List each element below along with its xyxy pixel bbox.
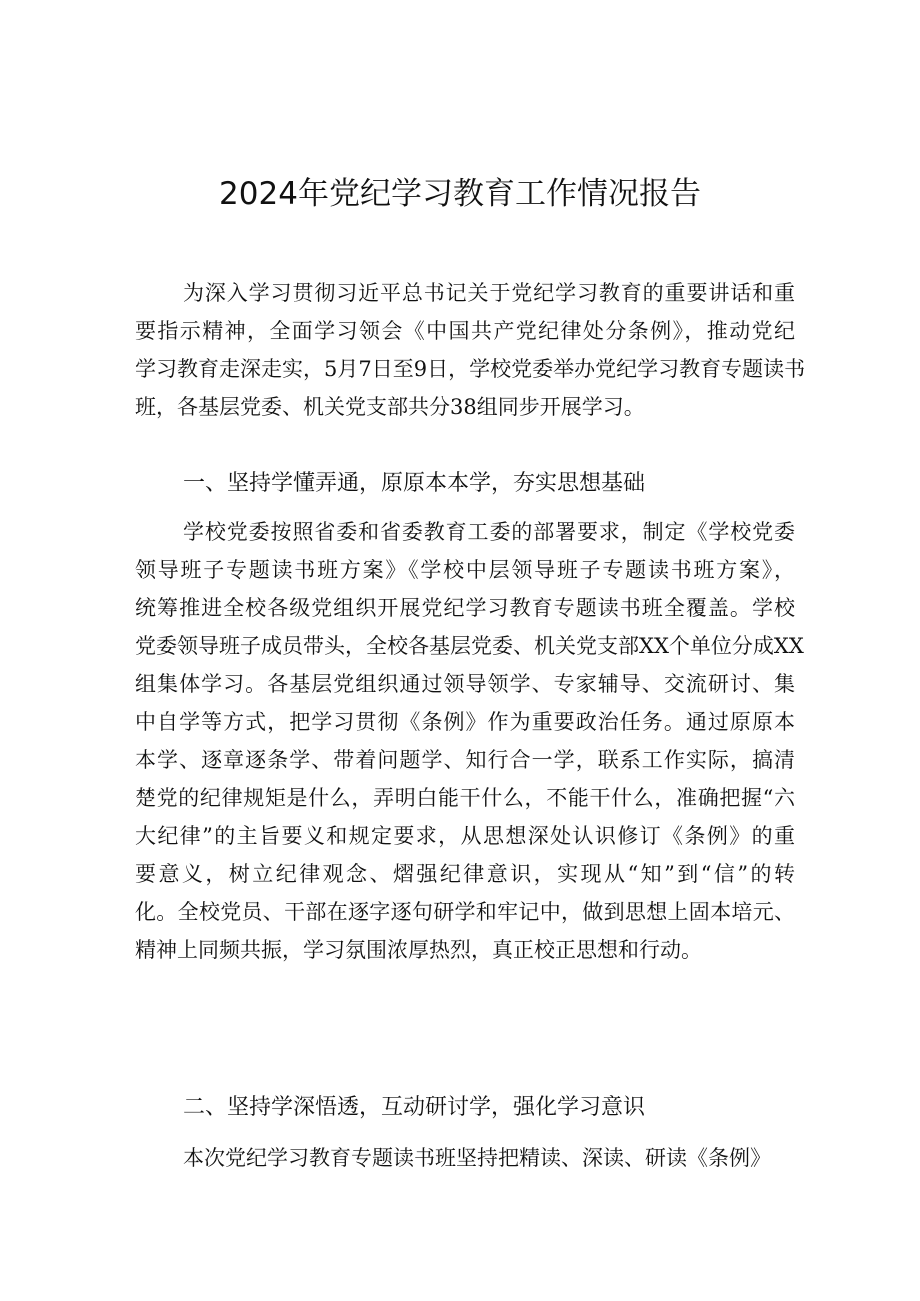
text-line: 大纪律”的主旨要义和规定要求，从思想深处认识修订《条例》的重 [135, 824, 795, 848]
text-line: 中自学等方式，把学习贯彻《条例》作为重要政治任务。通过原原本 [135, 710, 795, 734]
text-line: 组集体学习。各基层党组织通过领导领学、专家辅导、交流研讨、集 [135, 672, 795, 696]
intro-paragraph [135, 274, 806, 426]
document-title: 2024年党纪学习教育工作情况报告 [219, 176, 701, 212]
section-2-paragraph [135, 1139, 795, 1177]
section-1-paragraph [135, 513, 804, 969]
text-line: 班，各基层党委、机关党支部共分38组同步开展学习。 [135, 395, 645, 419]
text-line: 精神上同频共振，学习氛围浓厚热烈，真正校正思想和行动。 [135, 938, 702, 962]
text-line: 为深入学习贯彻习近平总书记关于党纪学习教育的重要讲话和重 [183, 281, 795, 305]
text-line: 党委领导班子成员带头，全校各基层党委、机关党支部XX个单位分成XX [135, 634, 804, 658]
text-line: 学校党委按照省委和省委教育工委的部署要求，制定《学校党委 [183, 520, 795, 544]
text-line: 本次党纪学习教育专题读书班坚持把精读、深读、研读《条例》 [183, 1146, 771, 1170]
text-line: 学习教育走深走实，5月7日至9日，学校党委举办党纪学习教育专题读书 [135, 357, 806, 381]
text-line: 统筹推进全校各级党组织开展党纪学习教育专题读书班全覆盖。学校 [135, 596, 795, 620]
text-line: 要意义，树立纪律观念、熠强纪律意识，实现从“知”到“信”的转 [135, 862, 795, 886]
text-line: 楚党的纪律规矩是什么，弄明白能干什么，不能干什么，准确把握“六 [135, 786, 795, 810]
section-heading-1: 一、坚持学懂弄通，原原本本学，夯实思想基础 [183, 471, 646, 496]
text-line: 化。全校党员、干部在逐字逐句研学和牢记中，做到思想上固本培元、 [135, 900, 795, 924]
text-line: 本学、逐章逐条学、带着问题学、知行合一学，联系工作实际，搞清 [135, 748, 795, 772]
text-line: 领导班子专题读书班方案》《学校中层领导班子专题读书班方案》， [135, 558, 795, 582]
text-line: 要指示精神，全面学习领会《中国共产党纪律处分条例》，推动党纪 [135, 319, 795, 343]
section-heading-2: 二、坚持学深悟透，互动研讨学，强化学习意识 [183, 1095, 646, 1120]
